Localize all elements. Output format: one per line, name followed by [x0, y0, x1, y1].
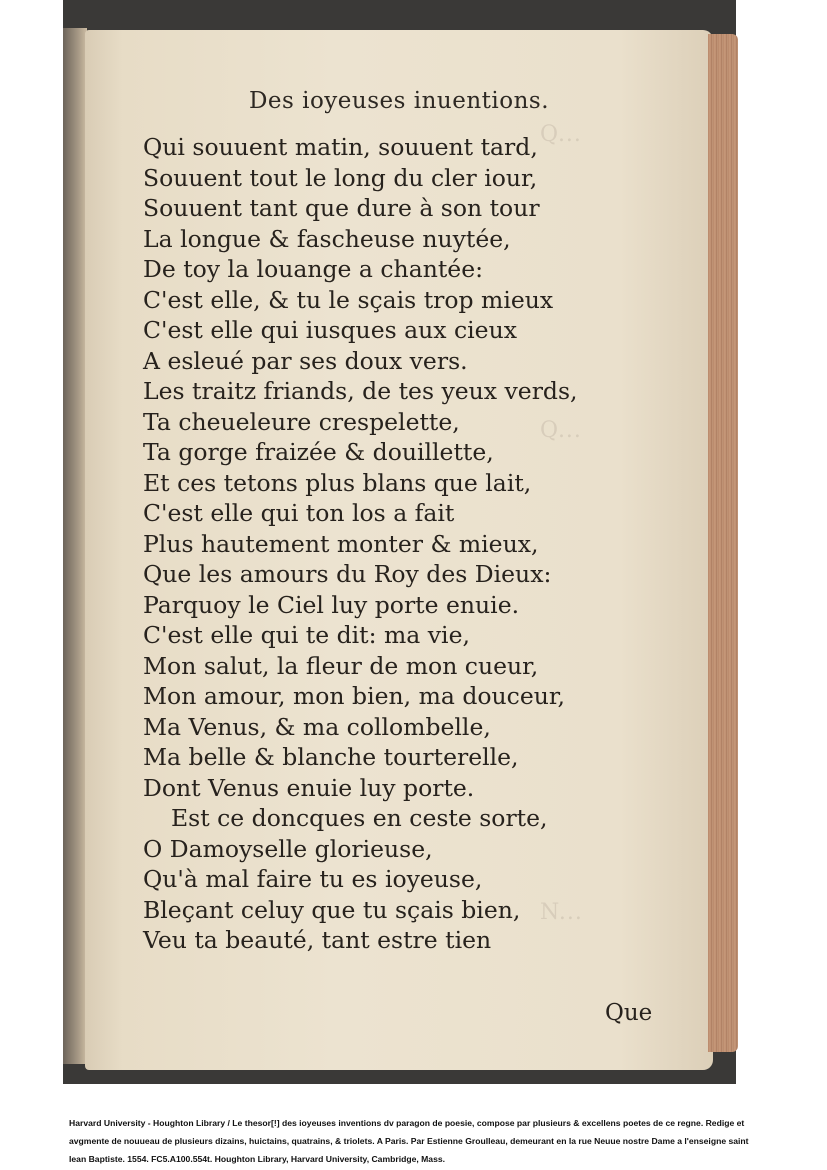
book-scan — [63, 0, 736, 1084]
verse-line: Dont Venus enuie luy porte. — [143, 773, 475, 802]
catchword: Que — [605, 1000, 653, 1026]
verse-line: Parquoy le Ciel luy porte enuie. — [143, 590, 520, 619]
verse-line: Souuent tant que dure à son tour — [143, 194, 540, 222]
verse-line: Bleçant celuy que tu sçais bien, — [143, 895, 521, 924]
library-caption: Harvard University - Houghton Library / Le thesor[!] des ioyeuses inventions dv paragon de poesie, compose par plusieurs & excellens poetes de ce regne. Redige et avgmente de nouueau de plusieurs dizains, huictains, quatrains, & triolets. A Paris. Par Estienne Groulleau, demeurant en la rue Neuue nostre Dame a l'enseigne saint Iean Baptiste. 1554. FC5.A100.554t. Houghton Library, Harvard University, Cambridge, Mass. — [69, 1118, 749, 1164]
verse-line: De toy la louange a chantée: — [143, 255, 484, 283]
verse-line: A esleué par ses doux vers. — [143, 346, 468, 375]
verse-line: Ma Venus, & ma collombelle, — [143, 712, 491, 741]
book-spine — [63, 28, 87, 1064]
verse-line: Qu'à mal faire tu es ioyeuse, — [143, 865, 483, 893]
verse-line: Et ces tetons plus blans que lait, — [143, 468, 532, 497]
verse-line: Ma belle & blanche tourterelle, — [143, 743, 519, 771]
running-head: Des ioyeuses inuentions. — [248, 88, 550, 114]
verse-line: Ta gorge fraizée & douillette, — [143, 438, 494, 466]
poem-text — [143, 132, 623, 956]
verse-line: Mon amour, mon bien, ma douceur, — [143, 682, 565, 710]
verse-line: Veu ta beauté, tant estre tien — [143, 926, 492, 954]
verse-line: Les traitz friands, de tes yeux verds, — [143, 377, 578, 405]
verse-line: C'est elle, & tu le sçais trop mieux — [143, 285, 554, 314]
verse-line: O Damoyselle glorieuse, — [143, 834, 433, 863]
page-edges — [708, 34, 738, 1052]
show-through-text: Q... — [540, 418, 582, 443]
verse-line: Est ce doncques en ceste sorte, — [171, 804, 548, 832]
verse-line: Qui souuent matin, souuent tard, — [143, 133, 538, 161]
verse-line: Ta cheueleure crespelette, — [143, 407, 460, 436]
book-page — [85, 30, 713, 1070]
verse-line: Plus hautement monter & mieux, — [143, 529, 539, 558]
verse-line: C'est elle qui te dit: ma vie, — [143, 621, 470, 649]
verse-line: C'est elle qui iusques aux cieux — [143, 316, 517, 344]
verse-line: C'est elle qui ton los a fait — [143, 499, 455, 527]
verse-line: Souuent tout le long du cler iour, — [143, 163, 538, 192]
verse-line: Que les amours du Roy des Dieux: — [143, 560, 552, 588]
verse-line: Mon salut, la fleur de mon cueur, — [143, 651, 539, 680]
show-through-text: N... — [540, 900, 583, 925]
show-through-text: Q... — [540, 122, 582, 147]
verse-line: La longue & fascheuse nuytée, — [143, 224, 511, 253]
